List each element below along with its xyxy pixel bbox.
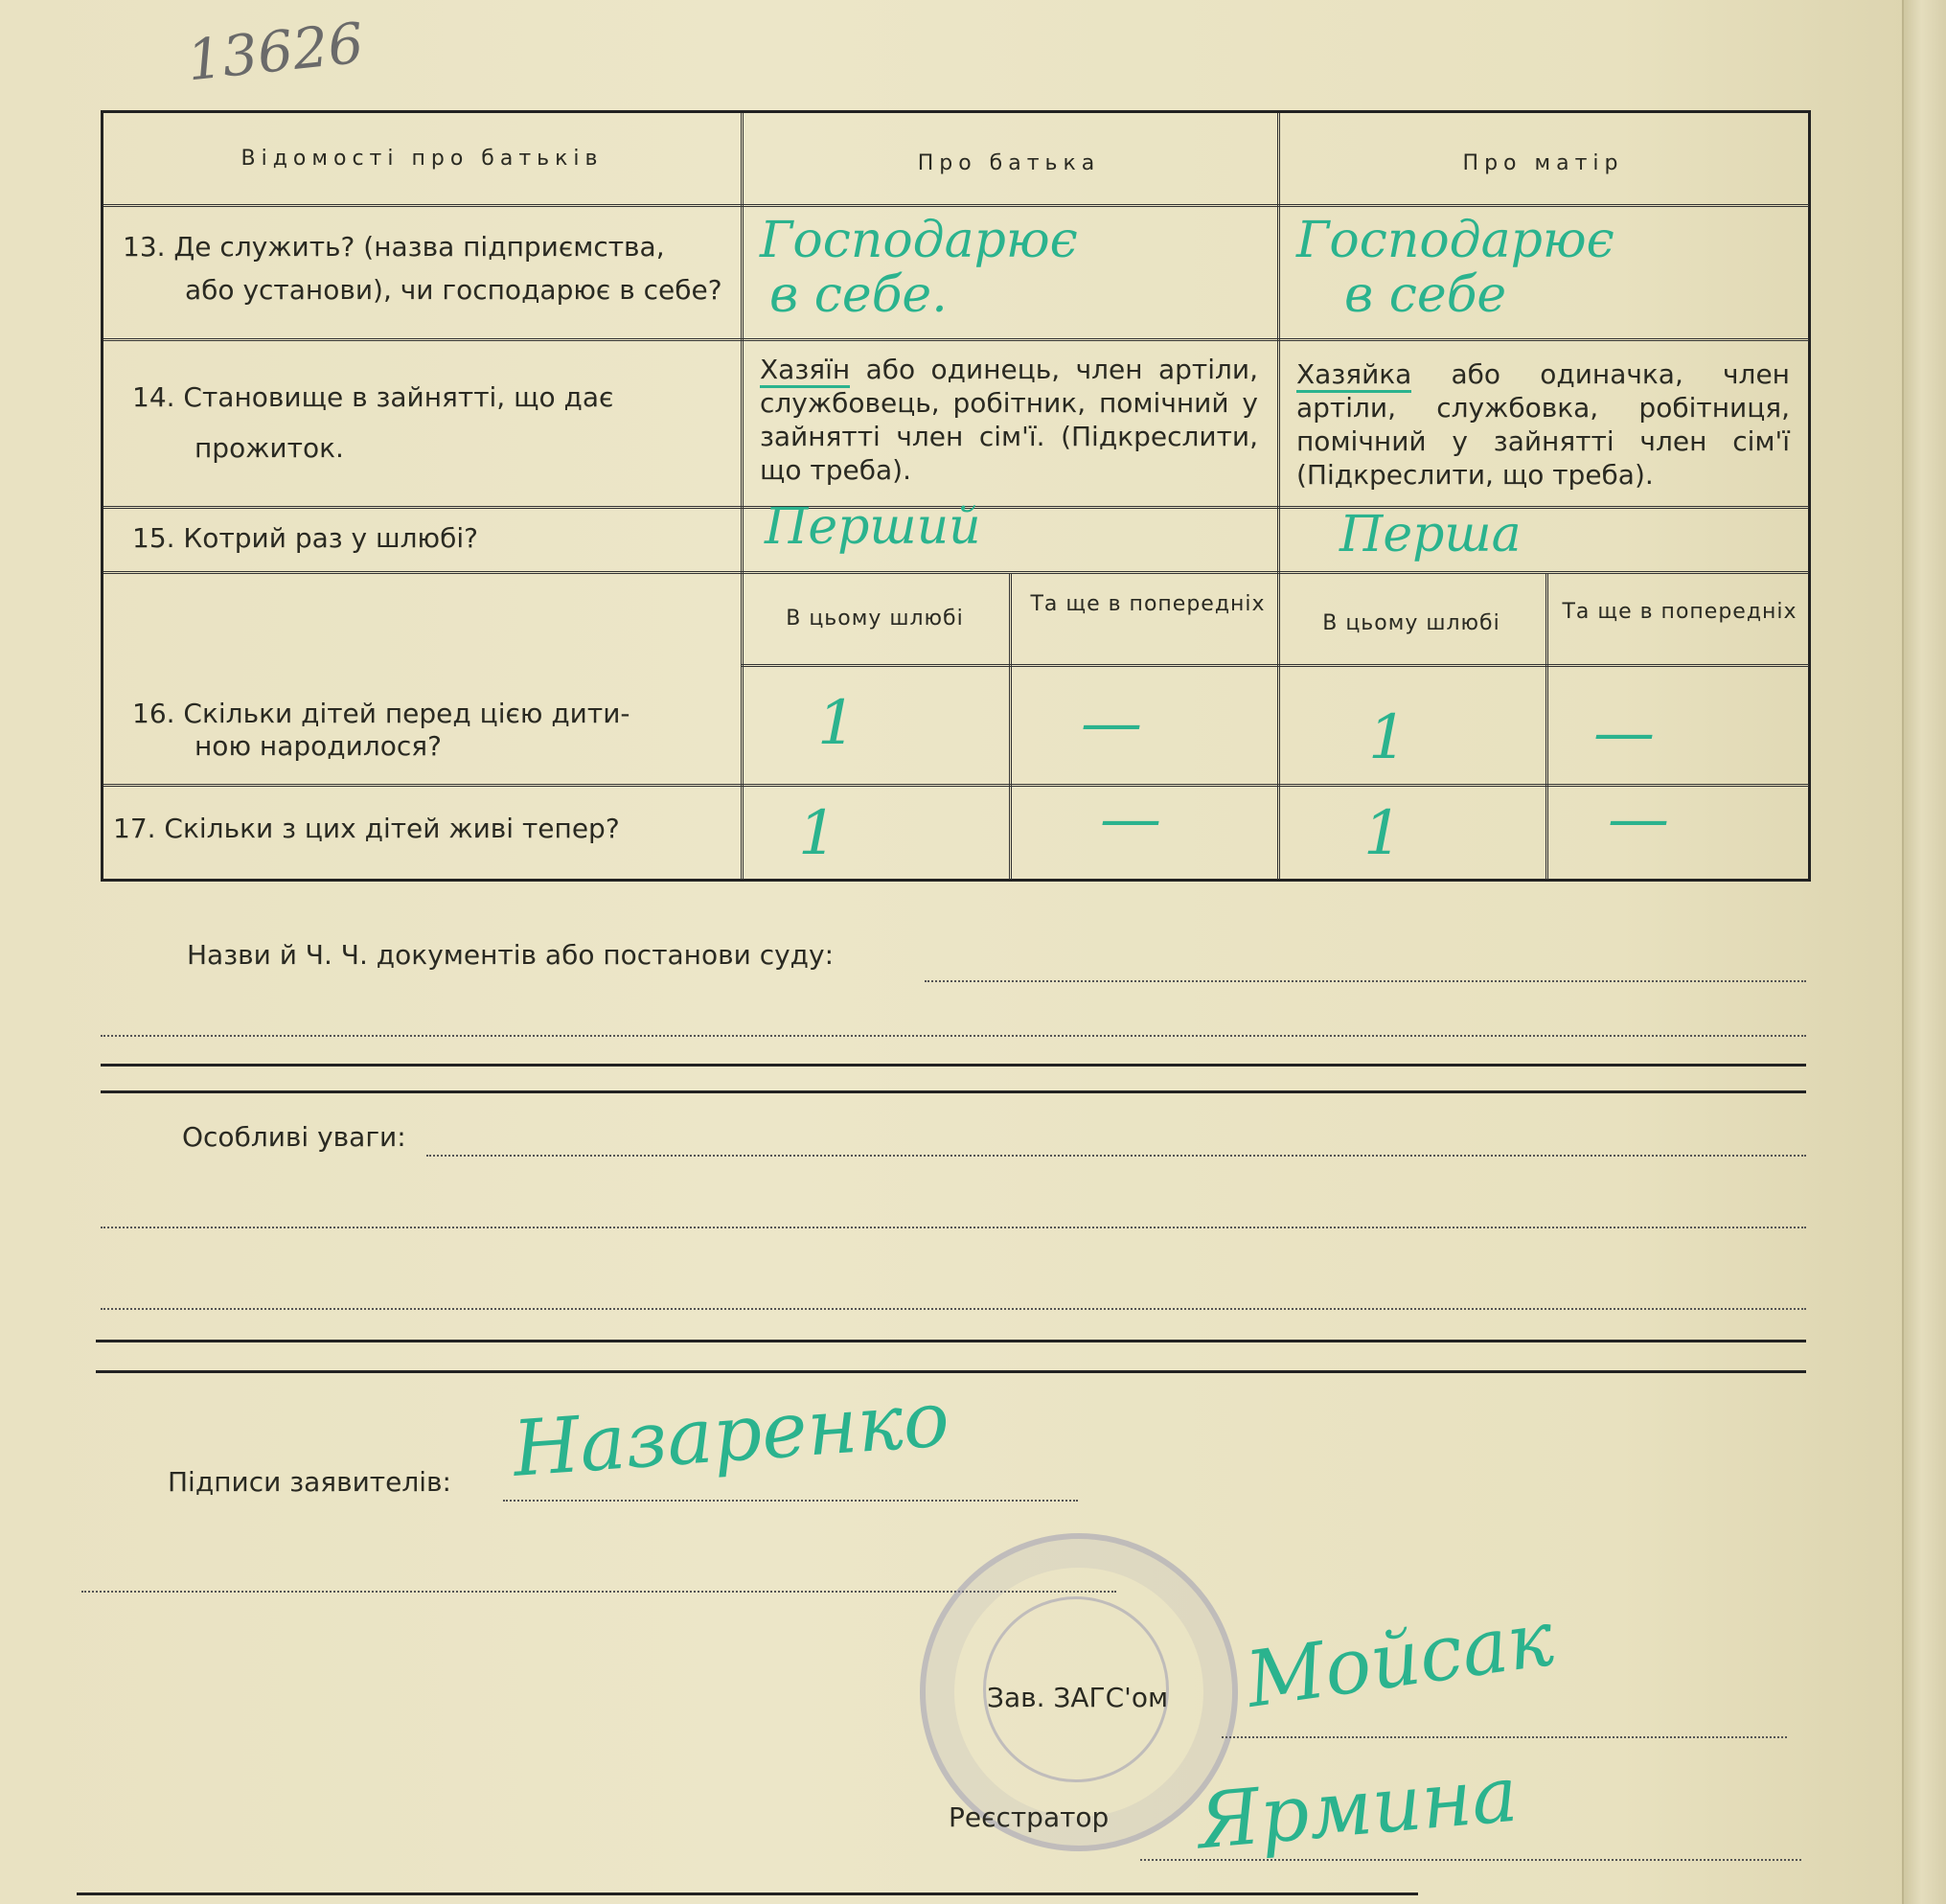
options-14-father: Хазяїн або одинець, член артіли, службовець, робітник, помічний у зайнятті член сім'ї. (Підкреслити, що треба). [760,354,1258,486]
answer-17-mother-previous: — [1608,784,1669,855]
documents-line [101,1035,1806,1037]
answer-15-father: Перший [765,498,981,556]
subheader-mother-this: В цьому шлюбі [1322,611,1500,635]
section-rule [101,1064,1806,1067]
question-13: 13. Де служить? (назва підприємства, або установи), чи господарює в себе? [123,231,722,306]
header-mother: Про матір [1462,151,1624,175]
head-signature: Мойсак [1241,1594,1559,1725]
subheader-mother-previous: Та ще в попередніх [1562,600,1797,624]
table-divider [103,784,1809,787]
answer-16-father-previous: — [1081,688,1142,759]
answer-16-father-this: 1 [817,688,857,759]
parents-info-table [101,110,1811,882]
options-14-mother: Хазяйка або одиначка, член артіли, службовка, робітниця, помічний у зайнятті член сім'ї (Підкреслити, що треба). [1296,358,1790,491]
answer-16-mother-this: 1 [1368,702,1408,773]
header-parents-info: Відомості про батьків [240,147,604,171]
table-divider [1545,573,1548,880]
answer-13-father: Господарює в себе. [760,212,1078,325]
answer-13-mother: Господарює в себе [1296,212,1614,325]
notes-line [426,1155,1806,1157]
table-divider [1009,573,1012,880]
question-17: 17. Скільки з цих дітей живі тепер? [113,813,620,844]
table-divider [103,571,1809,574]
answer-17-father-previous: — [1100,784,1161,855]
question-14: 14. Становище в зайнятті, що дає прожиток. [132,381,614,464]
selected-option-mother: Хазяйка [1296,358,1411,393]
answer-15-mother: Перша [1339,506,1522,563]
registrar-signature: Ярмина [1194,1749,1522,1867]
signatures-label: Підписи заявителів: [168,1466,451,1498]
registrar-label: Реєстратор [949,1801,1110,1833]
applicant-signature: Назаренко [510,1374,952,1494]
subheader-father-this: В цьому шлюбі [786,607,964,631]
question-16: 16. Скільки дітей перед цією дити- ною народилося? [132,698,630,762]
section-rule [101,1090,1806,1093]
question-15: 15. Котрий раз у шлюбі? [132,522,479,554]
signature-line [503,1500,1078,1502]
documents-label: Назви й Ч. Ч. документів або постанови суду: [187,939,835,971]
notes-label: Особливі уваги: [182,1121,406,1153]
archive-number: 13626 [183,10,367,94]
table-divider [103,338,1809,341]
subheader-father-previous: Та ще в попередніх [1030,592,1266,616]
registrar-line [1140,1859,1801,1861]
section-rule [96,1370,1806,1373]
selected-option-father: Хазяїн [760,354,850,388]
documents-line [925,980,1806,982]
answer-17-father-this: 1 [798,798,837,869]
table-divider [741,664,1809,667]
answer-17-mother-this: 1 [1363,798,1403,869]
notes-line [101,1227,1806,1228]
bottom-rule [77,1893,1418,1895]
header-father: Про батька [917,151,1101,175]
page-edge [1902,0,1946,1904]
notes-line [101,1308,1806,1310]
answer-16-mother-previous: — [1593,698,1655,768]
section-rule [96,1340,1806,1342]
table-divider [1277,113,1280,880]
table-divider [103,204,1809,207]
head-label: Зав. ЗАГС'ом [987,1682,1169,1713]
head-signature-line [1222,1736,1787,1738]
table-divider [741,113,744,880]
